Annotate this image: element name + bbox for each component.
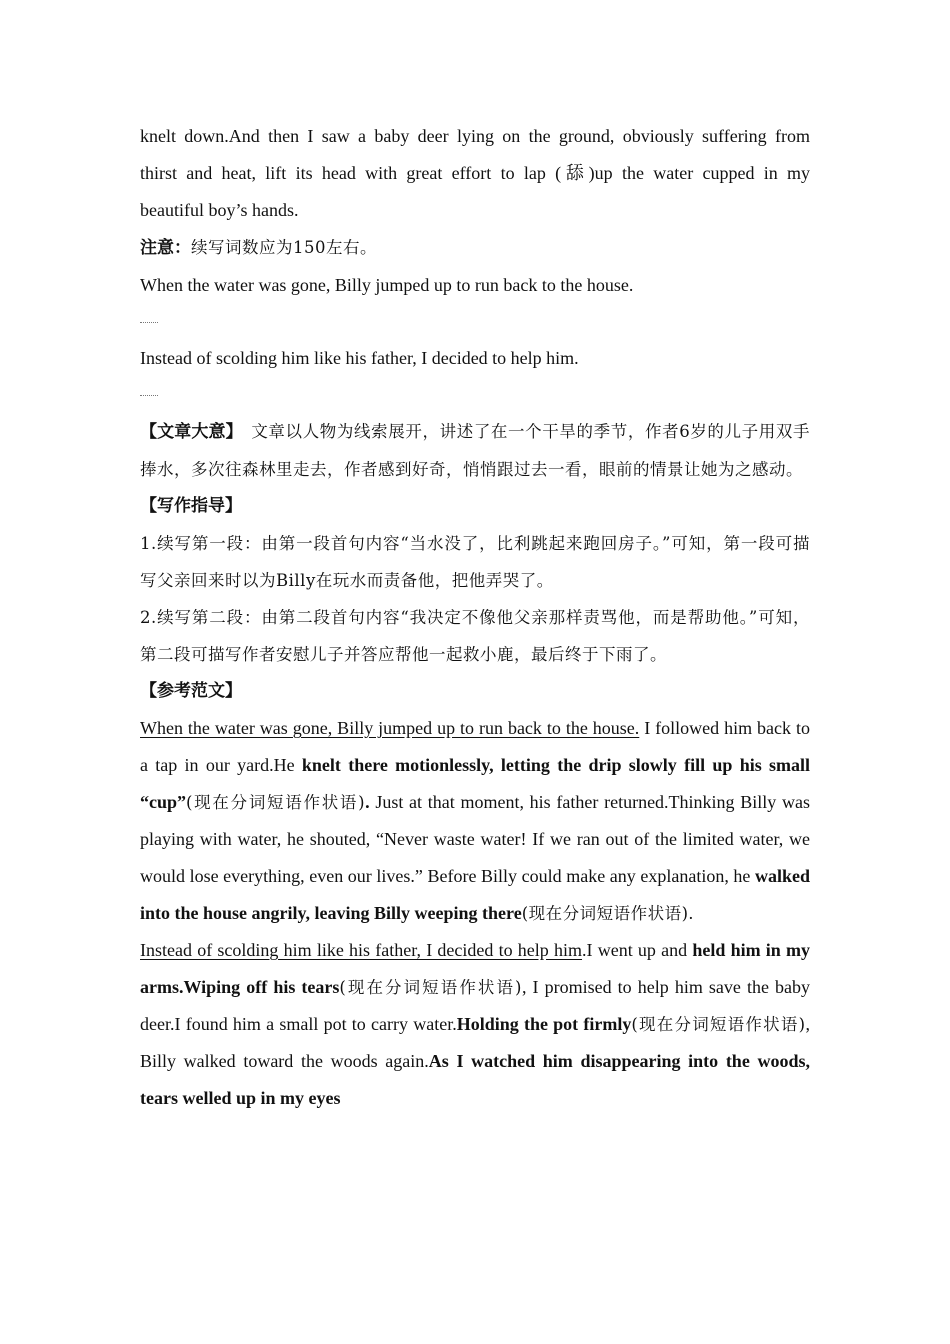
essay-highlight: held him in my arms.Wiping off his tears	[140, 940, 811, 997]
essay-highlight: .	[365, 792, 370, 812]
essay-underlined-opening: When the water was gone, Billy jumped up to run back to the house.	[140, 718, 640, 738]
essay-highlight: As I watched him disappearing into the woods, tears welled up in my eyes	[140, 1051, 810, 1108]
prompt-line: thirst and heat, lift its head with great effort to lap (舔)up the water cupped in my	[140, 163, 810, 183]
summary-text: 文章以人物为线索展开，讲述了在一个干旱的季节，作者6岁的儿子用双手捧水，多次往森林里走去，作者感到好奇，悄悄跟过去一看，眼前的情景让她为之感动。	[140, 422, 811, 479]
essay-underlined-opening: Instead of scolding him like his father, I decided to help him	[140, 940, 583, 960]
essay-paragraph-1	[140, 710, 810, 932]
guide-item-2: 2.续写第二段：由第二段首句内容“我决定不像他父亲那样责骂他，而是帮助他。”可知，第二段可描写作者安慰儿子并答应帮他一起救小鹿，最后终于下雨了。	[140, 608, 810, 664]
essay-heading: 【参考范文】	[140, 681, 242, 701]
grammar-annotation: (现在分词短语作状语)	[186, 793, 366, 812]
summary-heading: 【文章大意】	[140, 422, 235, 442]
essay-text: I followed him back to a tap in our yard.He	[140, 718, 810, 775]
prompt-line: beautiful boy’s hands.	[140, 200, 299, 220]
note-text: 续写词数应为150左右。	[191, 238, 377, 257]
paragraph-one-opening: When the water was gone, Billy jumped up to run back to the house.	[140, 275, 634, 295]
essay-text: .	[688, 903, 694, 923]
essay-highlight: Holding the pot firmly	[456, 1014, 632, 1034]
essay-text: , Billy walked toward the woods again.	[140, 1014, 811, 1071]
grammar-annotation: (现在分词短语作状语)	[631, 1015, 806, 1034]
essay-highlight: knelt there motionlessly, letting the drip slowly fill up his small “cup”	[140, 755, 811, 812]
essay-highlight: walked into the house angrily, leaving Billy weeping there	[140, 866, 810, 923]
grammar-annotation: (现在分词短语作状语)	[339, 978, 522, 997]
note-label: 注意：	[140, 238, 191, 258]
summary-section	[140, 413, 810, 488]
word-count-note	[140, 229, 810, 267]
guide-item-1: 1.续写第一段：由第一段首句内容“当水没了，比利跳起来跑回房子。”可知，第一段可描写父亲回来时以为Billy在玩水而责备他，把他弄哭了。	[140, 534, 810, 590]
writing-space-marker	[140, 395, 158, 396]
essay-text: , I promised to help him save the baby deer.I found him a small pot to carry water.	[140, 977, 810, 1034]
essay-text: Just at that moment, his father returned.Thinking Billy was playing with water, he shouted, “Never waste water! If we ran out of the limited water, we would lose everything, even our lives.” Before Billy could make any explanation, he	[140, 792, 810, 886]
guide-heading: 【写作指导】	[140, 496, 242, 516]
writing-space-marker	[140, 322, 158, 323]
prompt-line: knelt down.And then I saw a baby deer lying on the ground, obviously suffering from	[140, 126, 810, 146]
essay-paragraph-2	[140, 932, 810, 1117]
grammar-annotation: (现在分词短语作状语)	[521, 904, 689, 923]
essay-text: .I went up and	[582, 940, 693, 960]
paragraph-two-opening: Instead of scolding him like his father, I decided to help him.	[140, 348, 579, 368]
